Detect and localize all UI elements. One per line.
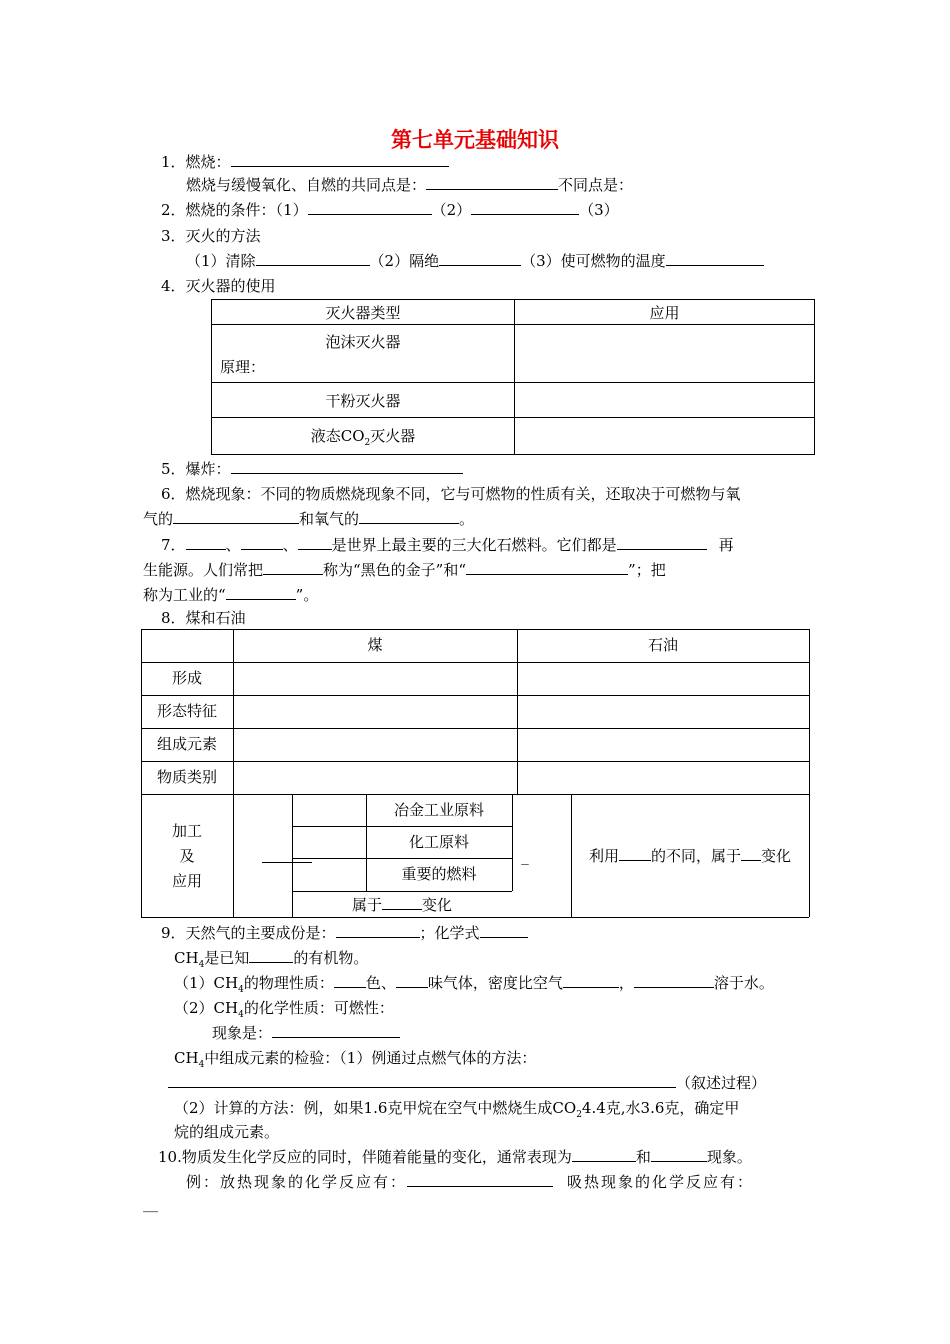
q3-b: （2）隔绝 [369,252,440,270]
powder-extinguisher-label: 干粉灭火器 [212,383,515,418]
q9-l2a: CH [174,949,199,967]
q9-blank-4[interactable] [334,972,366,988]
q10-l2b: 吸热现象的化学反应有： [567,1173,755,1191]
q2-label: 2．燃烧的条件：（1） [161,201,308,219]
q9-l1b: ；化学式 [419,924,480,942]
co2-sub: 2 [364,437,371,448]
q9-l4b: 的化学性质：可燃性： [243,999,394,1017]
q5-label: 5．爆炸： [161,460,231,478]
foam-extinguisher-label: 泡沫灭火器 [325,332,401,351]
q9-l3sub: 4 [238,985,244,995]
q7-l2b: 称为“黑色的金子”和“ [323,561,467,579]
q9-l4sub: 4 [238,1010,244,1020]
q9-line1 [161,922,528,944]
q9-line7 [168,1072,766,1094]
q6-l2a: 气的 [143,510,174,528]
q10-line3: ＿ [143,1196,159,1214]
q8-label: 8．煤和石油 [161,609,246,627]
coal-belong-b: 变化 [422,896,453,914]
oil-use-b: 的不同，属于 [650,847,741,865]
q9-blank-6[interactable] [563,972,619,988]
oil-blank-1[interactable] [619,845,651,861]
q9-l7: （叙述过程） [676,1074,767,1092]
oil-use-a: 利用 [588,847,619,865]
use-metallurgy: 冶金工业原料 [393,801,484,819]
q7-l1c: 、 [282,536,298,554]
q10-line2 [186,1171,754,1193]
oil-header: 石油 [647,636,678,654]
row-form-features: 形态特征 [156,702,217,720]
oil-blank-2[interactable] [741,845,761,861]
q9-l6a: CH [174,1049,199,1067]
use-fuel: 重要的燃料 [401,865,477,883]
q9-l2b: 是已知 [204,949,250,967]
q9-blank-2[interactable] [480,922,528,938]
q9-blank-9[interactable] [168,1072,676,1088]
q9-blank-8[interactable] [272,1022,400,1038]
q9-l6sub: 4 [198,1060,205,1070]
q10-l1c: 现象。 [706,1148,752,1166]
coal-change-blank[interactable] [382,894,422,910]
page-title: 第七单元基础知识 [391,128,559,152]
q1-label: 1．燃烧： [161,153,231,171]
q9-l3a: （1）CH [174,974,239,992]
q9-l3c: 色、 [365,974,396,992]
q9-l2sub: 4 [198,960,205,970]
q10-l1b: 和 [635,1148,651,1166]
co2-label-a: 液态CO [310,426,365,445]
q3-label: 3．灭火的方法 [161,227,261,245]
q9-line5 [212,1022,400,1044]
q7-l1a: 7． [161,536,186,554]
q4-label: 4．灭火器的使用 [161,277,276,295]
q9-l8sub: 2 [576,1110,582,1120]
row-process-2: 及 [179,847,195,865]
q1-common-label: 燃烧与缓慢氧化、自燃的共同点是： [186,176,427,194]
q9-l6b: 中组成元素的检验：（1）例通过点燃气体的方法： [204,1049,537,1067]
q9-l5: 现象是： [212,1024,273,1042]
q9-l8a: （2）计算的方法：例，如果1.6克甲烷在空气中燃烧生成CO [174,1099,577,1117]
q9-blank-7[interactable] [634,972,714,988]
oil-dash: _ [521,847,529,865]
q9-l3f: 溶于水。 [713,974,774,992]
principle-label: 原理： [220,357,266,376]
oil-use-c: 变化 [761,847,792,865]
q3-a: （1）清除 [186,252,256,270]
q2-p3: （3） [579,201,619,219]
q10-l1a: 10.物质发生化学反应的同时，伴随着能量的变化，通常表现为 [158,1148,572,1166]
q10-l2a: 例：放热现象的化学反应有： [186,1173,408,1191]
q7-l3a: 称为工业的“ [143,586,226,604]
coal-header: 煤 [367,636,383,654]
q9-l3e: ， [618,974,634,992]
q6-l2b: 和氧气的 [299,510,360,528]
row-category: 物质类别 [156,768,217,786]
q9-blank-1[interactable] [336,922,420,938]
row-elements: 组成元素 [156,735,217,753]
q10-line1 [158,1146,752,1168]
q3-c: （3）使可燃物的温度 [521,252,666,270]
q10-blank-3[interactable] [407,1171,553,1187]
oil-use-line [571,845,809,867]
q9-l4a: （2）CH [174,999,239,1017]
q9-line9: 烷的组成元素。 [174,1123,280,1141]
row-formation: 形成 [171,669,202,687]
q9-l2c: 的有机物。 [293,949,369,967]
q9-l3b: 的物理性质： [243,974,334,992]
co2-label-b: 灭火器 [370,426,416,445]
q7-l1d: 是世界上最主要的三大化石燃料。它们都是 [331,536,617,554]
extinguisher-use-header: 应用 [515,300,815,325]
q9-l1a: 9．天然气的主要成份是： [161,924,336,942]
coal-change-line [292,894,512,916]
q2-p2: （2） [431,201,472,219]
q9-blank-5[interactable] [396,972,428,988]
q10-blank-1[interactable] [572,1146,636,1162]
q9-l8b: 4.4克,水3.6克，确定甲 [581,1099,740,1117]
q9-l3d: 味气体，密度比空气 [427,974,563,992]
extinguisher-type-header: 灭火器类型 [212,300,515,325]
use-chemical: 化工原料 [408,833,469,851]
coal-belong-a: 属于 [351,896,382,914]
q7-l1b: 、 [225,536,241,554]
row-process-1: 加工 [171,822,202,840]
q7-l3b: ”。 [295,586,319,604]
q1-diff-label: 不同点是： [558,176,634,194]
q7-l2a: 生能源。人们常把 [143,561,264,579]
q10-blank-2[interactable] [651,1146,707,1162]
q6-line1: 6．燃烧现象：不同的物质燃烧现象不同，它与可燃物的性质有关，还取决于可燃物与氧 [161,485,741,503]
q9-blank-3[interactable] [249,947,293,963]
row-process-3: 应用 [171,872,202,890]
q7-l1e: 再 [718,536,734,554]
q6-l2c: 。 [459,510,475,528]
q7-l2c: ”；把 [628,561,666,579]
